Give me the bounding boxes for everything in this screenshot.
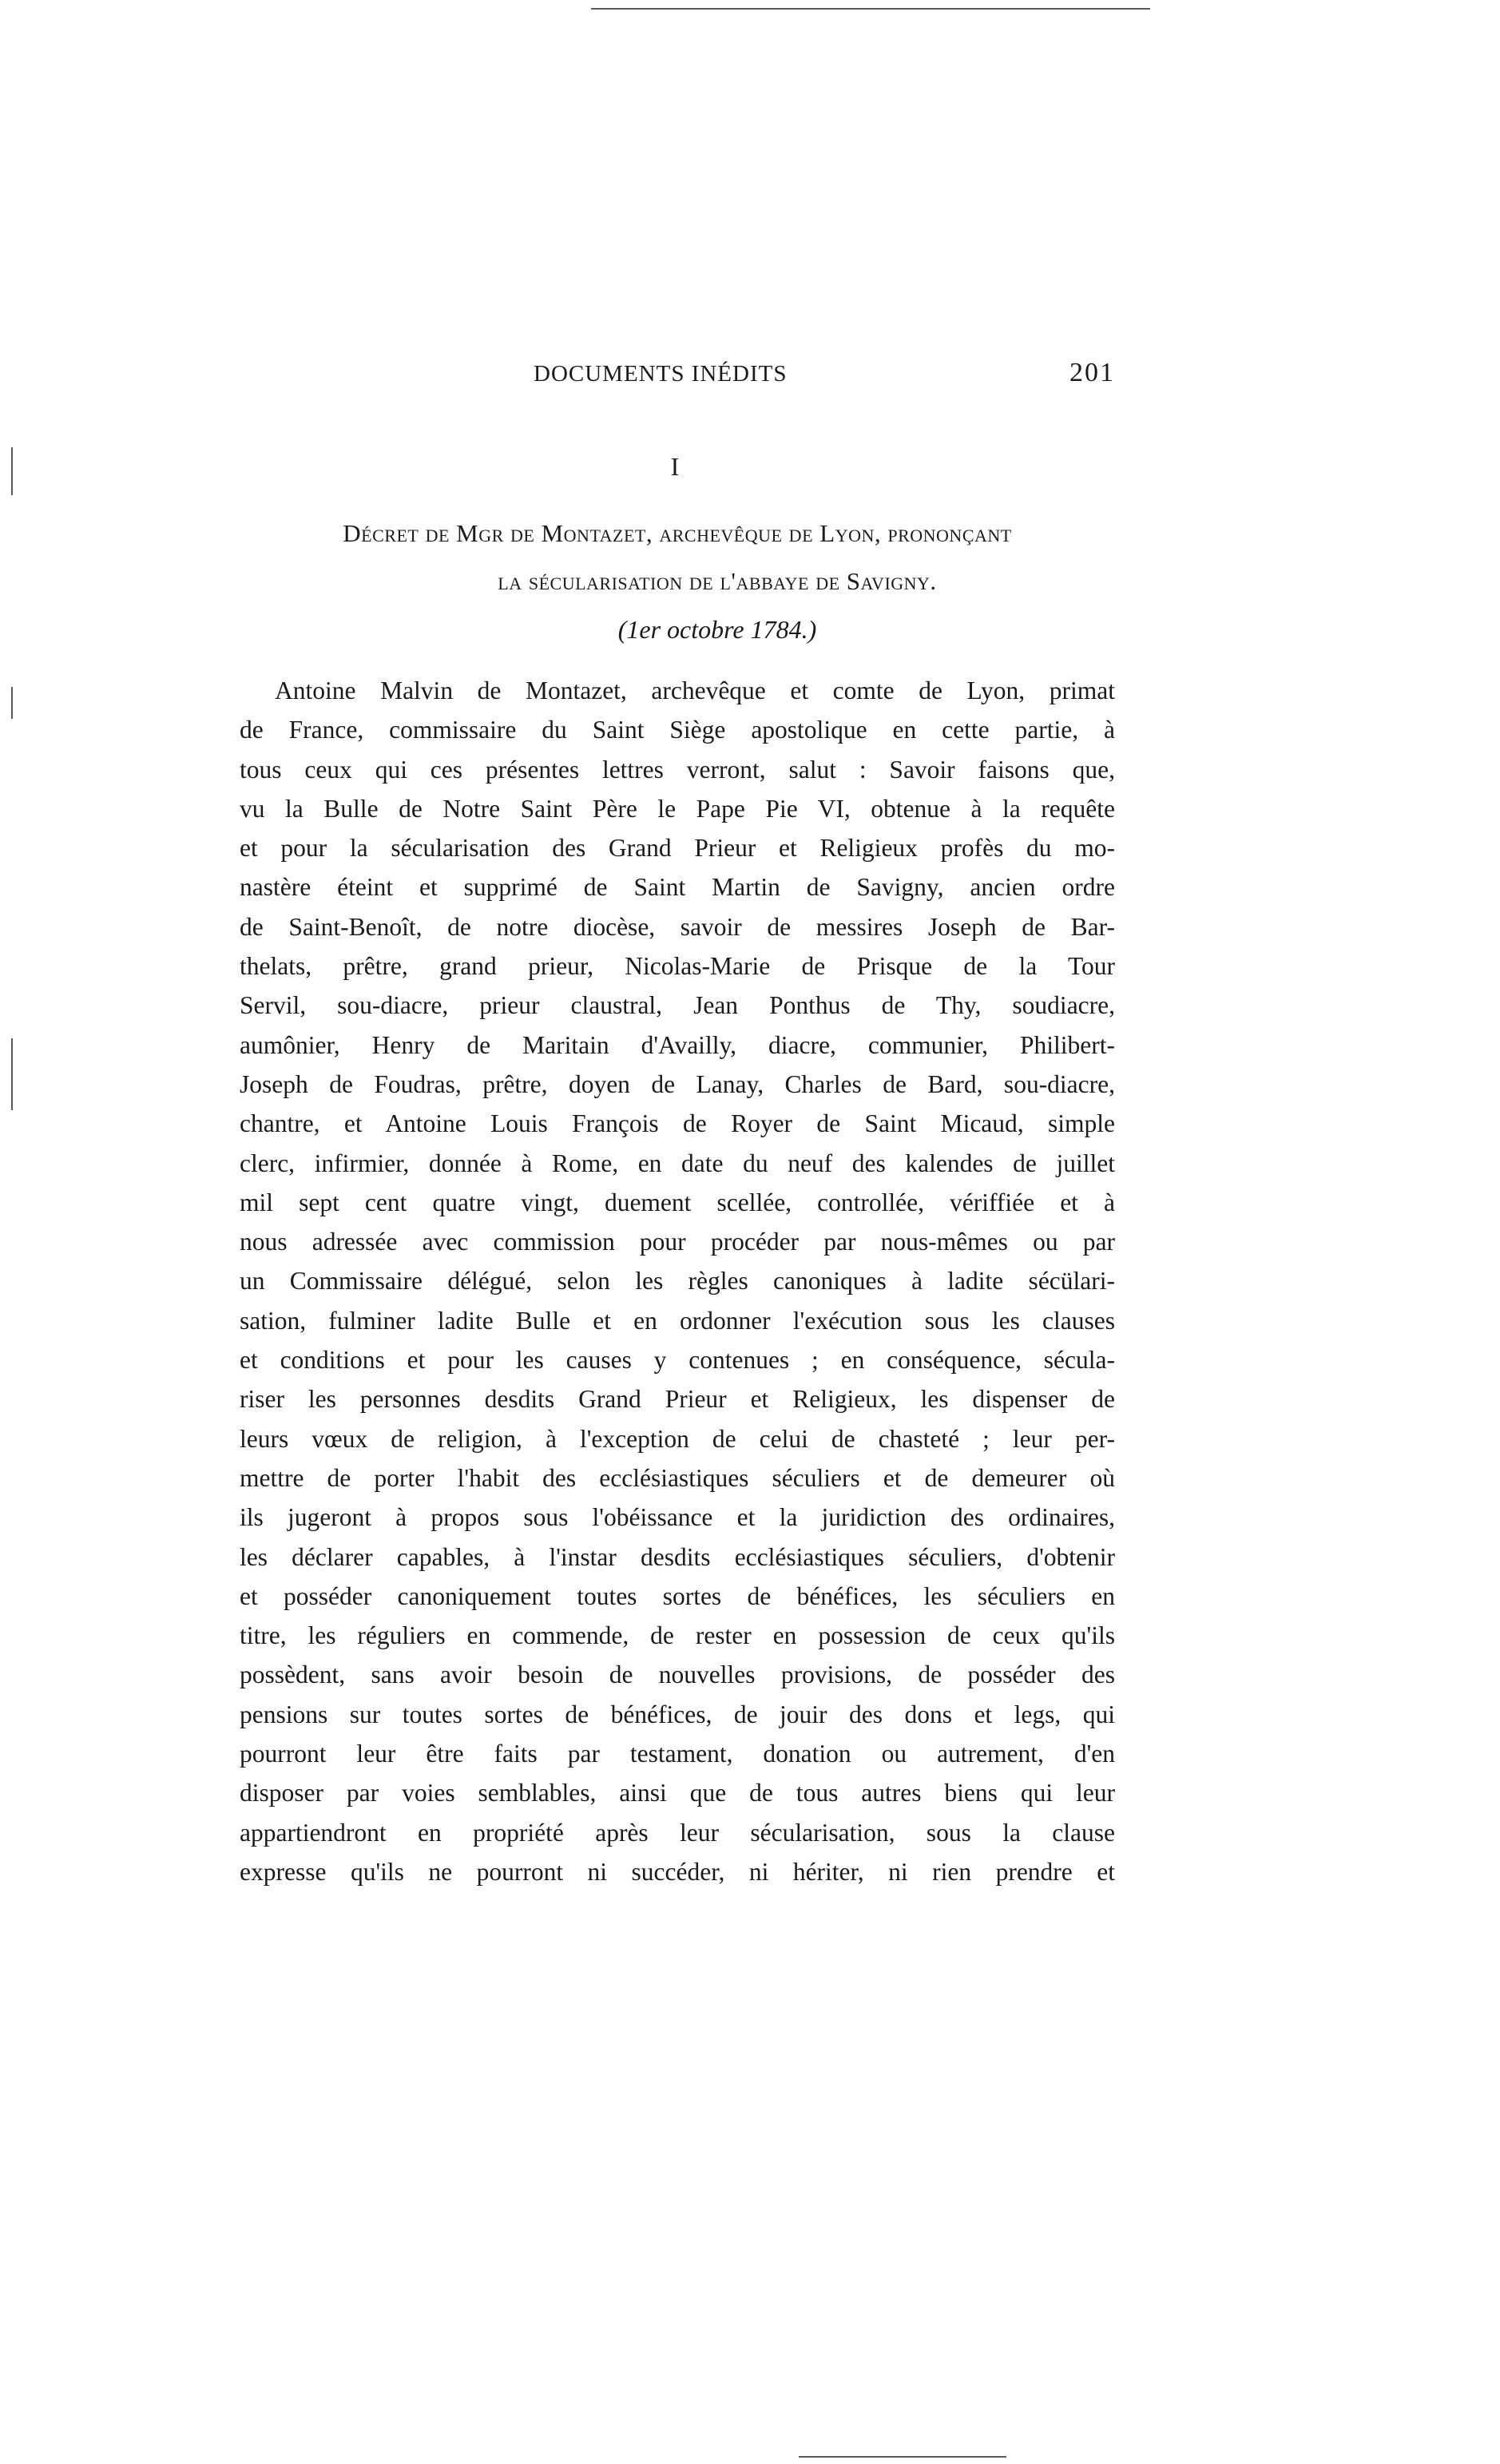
body-line: Antoine Malvin de Montazet, archevêque et comte de Lyon, primat [275, 677, 1115, 704]
scan-artifact-left-2 [11, 687, 13, 719]
body-line: vu la Bulle de Notre Saint Père le Pape Pie VI, obtenue à la requête [240, 794, 1115, 823]
document-date: (1er octobre 1784.) [617, 615, 817, 644]
scan-artifact-left-3 [11, 1038, 13, 1110]
body-line: expresse qu'ils ne pourront ni succéder, ni hériter, ni rien prendre et [240, 1857, 1115, 1886]
body-line: les déclarer capables, à l'instar desdits ecclésiastiques séculiers, d'obtenir [240, 1542, 1115, 1571]
body-line: et posséder canoniquement toutes sortes de bénéfices, les séculiers en [240, 1581, 1115, 1610]
page-header [240, 358, 1115, 396]
body-line: riser les personnes desdits Grand Prieur et Religieux, les dispenser de [240, 1385, 1115, 1414]
scan-artifact-top [591, 8, 1150, 10]
body-line: titre, les réguliers en commende, de rester en possession de ceux qu'ils [240, 1621, 1115, 1650]
running-title: DOCUMENTS INÉDITS [534, 361, 788, 387]
body-line: appartiendront en propriété après leur sécularisation, sous la clause [240, 1818, 1115, 1847]
body-line: tous ceux qui ces présentes lettres verront, salut : Savoir faisons que, [240, 755, 1115, 784]
body-text [240, 671, 1115, 1891]
page-number: 201 [1069, 358, 1115, 387]
body-line: sation, fulminer ladite Bulle et en ordonner l'exécution sous les clauses [240, 1306, 1115, 1335]
body-line: de France, commissaire du Saint Siège apostolique en cette partie, à [240, 716, 1115, 744]
body-line: possèdent, sans avoir besoin de nouvelles provisions, de posséder des [240, 1661, 1115, 1689]
body-line: thelats, prêtre, grand prieur, Nicolas-Marie de Prisque de la Tour [240, 952, 1115, 981]
body-line: pensions sur toutes sortes de bénéfices, de jouir des dons et legs, qui [240, 1700, 1115, 1728]
body-line: un Commissaire délégué, selon les règles canoniques à ladite sécülari- [240, 1267, 1115, 1295]
section-numeral: I [670, 452, 680, 481]
body-line: et conditions et pour les causes y contenues ; en conséquence, sécula- [240, 1346, 1115, 1375]
body-line: disposer par voies semblables, ainsi que de tous autres biens qui leur [240, 1779, 1115, 1807]
document-title-line-2: la sécularisation de l'abbaye de Savigny. [498, 567, 937, 595]
body-line: nous adressée avec commission pour procéder par nous-mêmes ou par [240, 1228, 1115, 1256]
body-line: chantre, et Antoine Louis François de Royer de Saint Micaud, simple [240, 1109, 1115, 1138]
body-line: Joseph de Foudras, prêtre, doyen de Lanay, Charles de Bard, sou-diacre, [240, 1069, 1115, 1098]
body-line: mettre de porter l'habit des ecclésiastiques séculiers et de demeurer où [240, 1463, 1115, 1492]
body-line: et pour la sécularisation des Grand Prieur et Religieux profès du mo- [240, 834, 1115, 863]
scan-artifact-bottom [799, 2456, 1006, 2458]
body-line: mil sept cent quatre vingt, duement scellée, controllée, vériffiée et à [240, 1188, 1115, 1216]
body-line: nastère éteint et supprimé de Saint Martin de Savigny, ancien ordre [240, 873, 1115, 902]
body-line: ils jugeront à propos sous l'obéissance et la juridiction des ordinaires, [240, 1503, 1115, 1532]
body-line: leurs vœux de religion, à l'exception de celui de chasteté ; leur per- [240, 1424, 1115, 1453]
body-line: clerc, infirmier, donnée à Rome, en date du neuf des kalendes de juillet [240, 1149, 1115, 1177]
body-line: aumônier, Henry de Maritain d'Availly, diacre, communier, Philibert- [240, 1030, 1115, 1059]
body-line: Servil, sou-diacre, prieur claustral, Jean Ponthus de Thy, soudiacre, [240, 991, 1115, 1020]
body-line: de Saint-Benoît, de notre diocèse, savoir de messires Joseph de Bar- [240, 912, 1115, 941]
document-title-line-1: Décret de Mgr de Montazet, archevêque de Lyon, prononçant [343, 519, 1012, 547]
body-line: pourront leur être faits par testament, donation ou autrement, d'en [240, 1740, 1115, 1768]
